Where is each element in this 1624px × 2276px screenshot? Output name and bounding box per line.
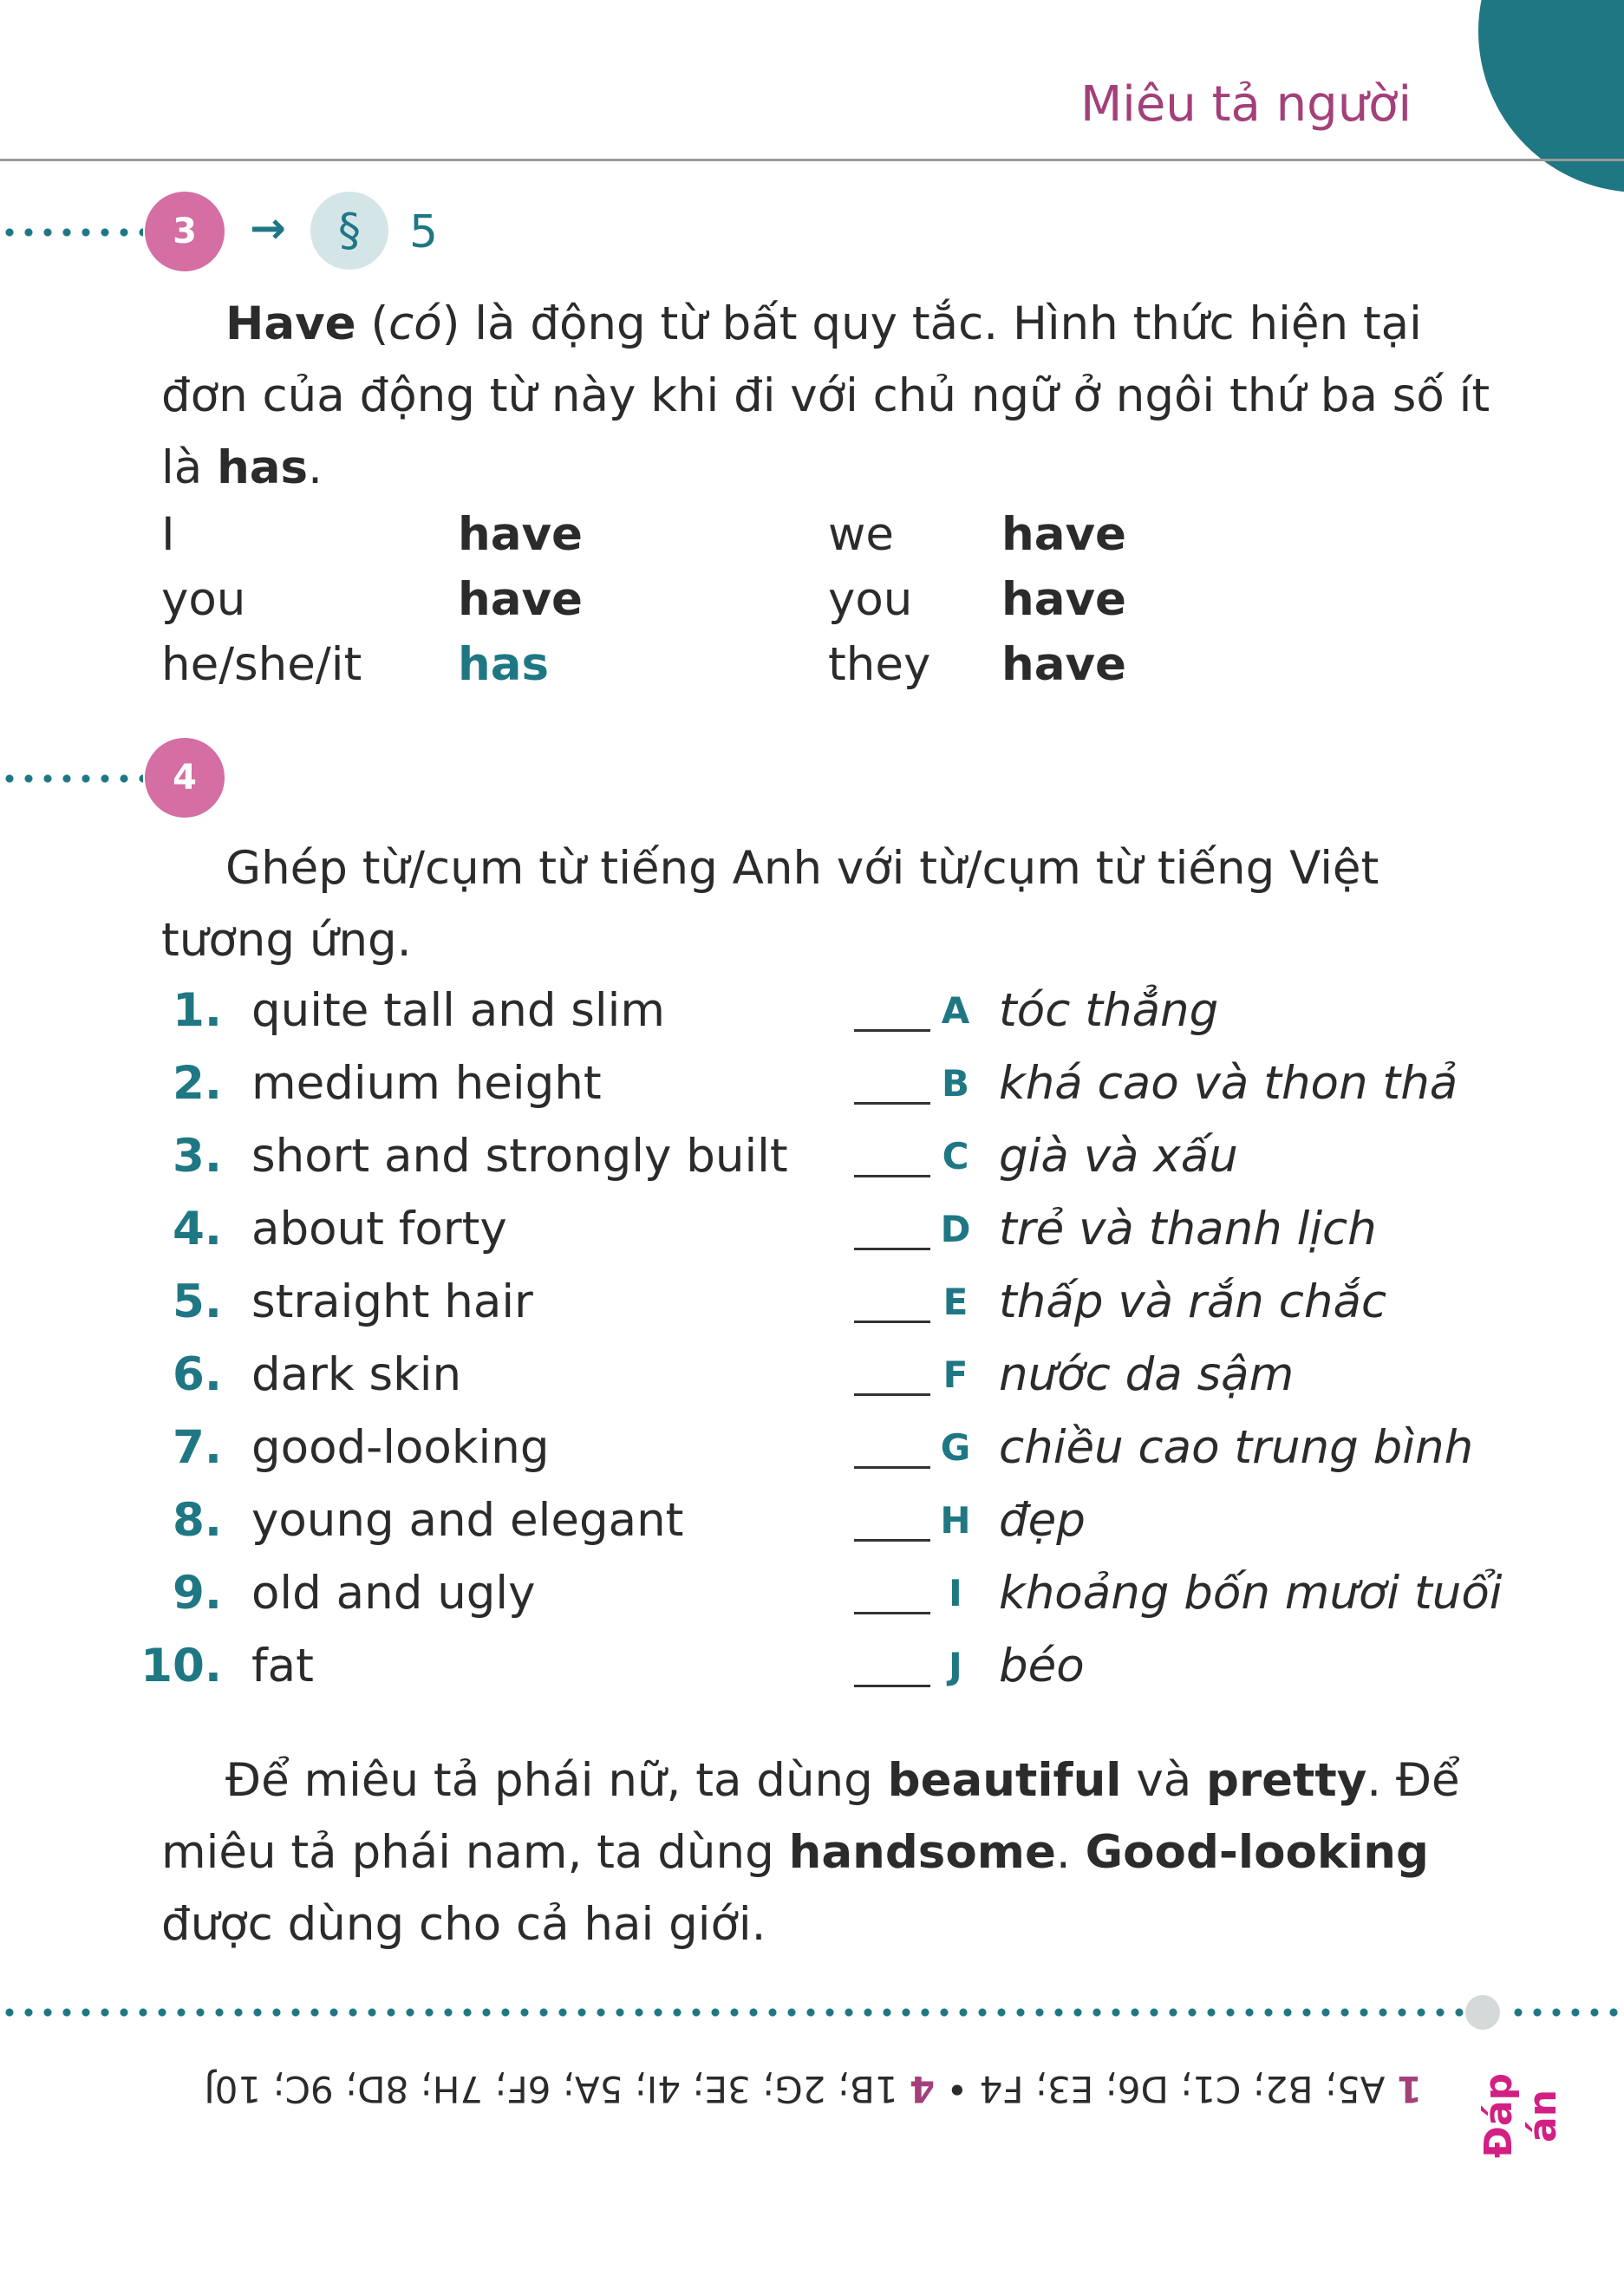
subject-they: they	[828, 638, 931, 691]
page-title: Miêu tả người	[1079, 76, 1412, 133]
answer-key-ex1-number: 1	[1396, 2068, 1422, 2110]
answer-key-ex4: 1B; 2G; 3E; 4I; 5A; 6F; 7H; 8D; 9C; 10J	[204, 2068, 898, 2110]
option-letter: B	[941, 1062, 969, 1105]
grammar-reference-number: 5	[409, 206, 439, 258]
english-phrase: quite tall and slim	[251, 984, 665, 1037]
item-number: 2.	[172, 1057, 222, 1110]
vietnamese-phrase: đẹp	[999, 1494, 1086, 1547]
note-text: Để miêu tả phái nữ, ta dùng	[225, 1754, 873, 1807]
answer-blank[interactable]	[854, 1321, 930, 1323]
vietnamese-phrase: khá cao và thon thả	[999, 1057, 1458, 1110]
note-text: được dùng cho cả hai giới.	[161, 1898, 766, 1951]
third-person-form: has	[217, 441, 309, 494]
match-row	[0, 1203, 1624, 1275]
answer-blank[interactable]	[854, 1539, 930, 1542]
english-phrase: short and strongly built	[251, 1130, 788, 1183]
english-phrase: fat	[251, 1640, 314, 1692]
answer-key-label: Đáp án	[1477, 2072, 1565, 2159]
vietnamese-phrase: già và xấu	[999, 1130, 1238, 1183]
answer-blank[interactable]	[854, 1102, 930, 1105]
english-phrase: old and ugly	[251, 1567, 536, 1620]
item-number: 3.	[172, 1130, 222, 1183]
match-row	[0, 984, 1624, 1057]
option-letter: A	[941, 989, 970, 1032]
explanation-text: là động từ bất quy tắc. Hình thức hiện tại đơn của động từ này khi đi với chủ ngữ ở ngôi thứ ba số ít là	[161, 297, 1490, 494]
verb-have: Have	[225, 297, 356, 350]
vietnamese-phrase: chiều cao trung bình	[999, 1421, 1474, 1474]
match-row	[0, 1057, 1624, 1130]
english-phrase: straight hair	[251, 1275, 533, 1328]
item-number: 6.	[172, 1348, 222, 1401]
answer-blank[interactable]	[854, 1393, 930, 1396]
note-text: .	[1055, 1826, 1071, 1879]
header-divider	[0, 159, 1624, 161]
answer-blank[interactable]	[854, 1029, 930, 1032]
bottom-dotted-rule-right	[1509, 2007, 1624, 2018]
keyword-handsome: handsome	[788, 1826, 1056, 1879]
usage-note	[161, 1744, 1497, 1960]
item-number: 5.	[172, 1275, 222, 1328]
subject-we: we	[828, 508, 894, 561]
answer-blank[interactable]	[854, 1466, 930, 1469]
option-letter: J	[949, 1645, 962, 1687]
english-phrase: dark skin	[251, 1348, 462, 1401]
vietnamese-phrase: nước da sậm	[999, 1348, 1295, 1401]
subject-i: I	[161, 508, 175, 561]
verb-form-highlighted: has	[458, 638, 550, 691]
english-phrase: medium height	[251, 1057, 602, 1110]
option-letter: G	[940, 1426, 971, 1469]
vietnamese-phrase: khoảng bốn mươi tuổi	[999, 1567, 1503, 1620]
verb-form: have	[1001, 573, 1126, 626]
match-row	[0, 1567, 1624, 1640]
answer-key-ex4-number: 4	[909, 2068, 936, 2110]
verb-form: have	[1001, 638, 1126, 691]
verb-form: have	[458, 508, 583, 561]
instruction-text: Ghép từ/cụm từ tiếng Anh với từ/cụm từ tiếng Việt tương ứng.	[161, 842, 1379, 967]
option-letter: I	[949, 1572, 962, 1614]
verb-form: have	[458, 573, 583, 626]
option-letter: D	[940, 1208, 971, 1250]
vietnamese-phrase: béo	[999, 1640, 1085, 1692]
item-number: 1.	[172, 984, 222, 1037]
keyword-good-looking: Good-looking	[1085, 1826, 1429, 1879]
item-number: 10.	[140, 1640, 222, 1692]
note-text: và	[1136, 1754, 1192, 1807]
arrow-right-icon: →	[250, 203, 286, 253]
have-explanation: Have (có) là động từ bất quy tắc. Hình thức hiện tại đơn của động từ này khi đi với chủ ngữ ở ngôi thứ ba số ít là has.	[161, 297, 1490, 494]
match-row	[0, 1640, 1624, 1712]
match-row	[0, 1348, 1624, 1421]
answer-blank[interactable]	[854, 1612, 930, 1614]
subject-you-plural: you	[828, 573, 913, 626]
english-phrase: good-looking	[251, 1421, 550, 1474]
english-phrase: young and elegant	[251, 1494, 684, 1547]
note-text: . Để miêu tả phái nam, ta dùng	[161, 1754, 1460, 1879]
subject-he-she-it: he/she/it	[161, 638, 362, 691]
vietnamese-phrase: tóc thẳng	[999, 984, 1219, 1037]
subject-you: you	[161, 573, 246, 626]
section-3-dotted-leader	[0, 227, 143, 238]
section-4-dotted-leader	[0, 773, 143, 784]
answer-blank[interactable]	[854, 1248, 930, 1250]
bottom-dot-marker	[1465, 1995, 1500, 2030]
option-letter: C	[942, 1135, 969, 1177]
match-row	[0, 1130, 1624, 1203]
answer-separator: •	[946, 2068, 969, 2110]
match-row	[0, 1494, 1624, 1567]
vietnamese-phrase: trẻ và thanh lịch	[999, 1203, 1377, 1255]
match-row	[0, 1421, 1624, 1494]
item-number: 9.	[172, 1567, 222, 1620]
verb-gloss: có	[388, 297, 442, 350]
item-number: 7.	[172, 1421, 222, 1474]
option-letter: H	[940, 1499, 971, 1542]
keyword-pretty: pretty	[1206, 1754, 1367, 1807]
corner-decoration	[1478, 0, 1624, 192]
item-number: 4.	[172, 1203, 222, 1255]
answer-blank[interactable]	[854, 1175, 930, 1177]
answer-blank[interactable]	[854, 1685, 930, 1687]
english-phrase: about forty	[251, 1203, 507, 1255]
section-4-number: 4	[145, 738, 225, 818]
section-symbol-icon: §	[310, 192, 388, 270]
item-number: 8.	[172, 1494, 222, 1547]
option-letter: E	[942, 1281, 969, 1323]
match-row	[0, 1275, 1624, 1348]
answer-key	[204, 2068, 1422, 2110]
bottom-dotted-rule	[0, 2007, 1464, 2018]
exercise-instruction	[161, 832, 1497, 976]
section-3-number: 3	[145, 192, 225, 271]
vietnamese-phrase: thấp và rắn chắc	[999, 1275, 1387, 1328]
verb-form: have	[1001, 508, 1126, 561]
option-letter: F	[942, 1353, 969, 1396]
answer-key-ex1: A5; B2; C1; D6; E3; F4	[979, 2068, 1386, 2110]
keyword-beautiful: beautiful	[887, 1754, 1122, 1807]
